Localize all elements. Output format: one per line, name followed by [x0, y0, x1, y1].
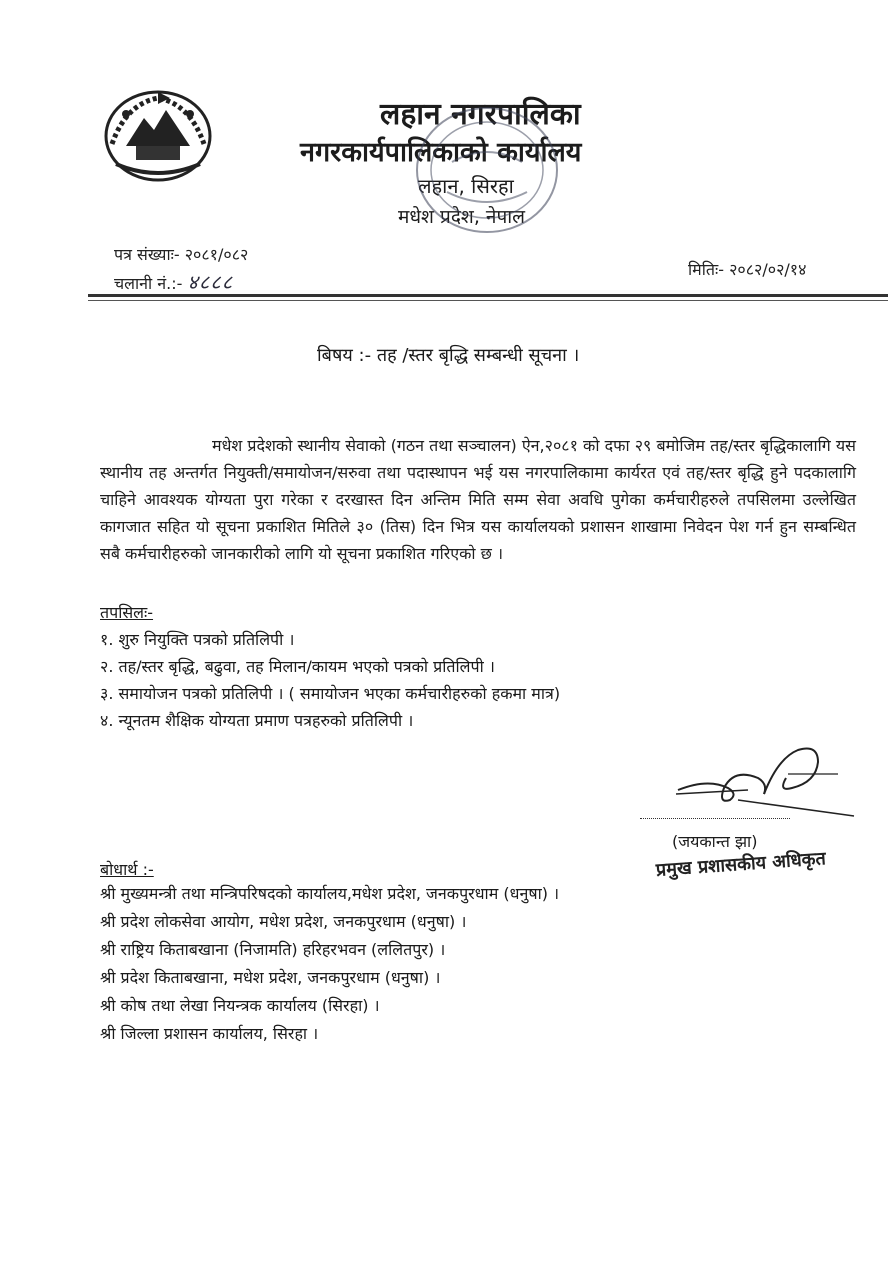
office-stamp-icon: [392, 92, 582, 252]
office-name: लहान नगरपालिका: [380, 97, 581, 132]
dispatch-number-label: चलानी नं.:-: [114, 274, 183, 293]
cc-item: श्री प्रदेश लोकसेवा आयोग, मधेश प्रदेश, जनकपुरधाम (धनुषा) ।: [100, 912, 467, 931]
signatory-title: प्रमुख प्रशासकीय अधिकृत: [655, 848, 827, 881]
annex-item: ४. न्यूनतम शैक्षिक योग्यता प्रमाण पत्रहरुको प्रतिलिपी ।: [100, 711, 414, 730]
letter-number-value: २०८१/०८२: [184, 245, 249, 264]
dispatch-number-value: ४८८८: [187, 270, 234, 294]
letter-number-label: पत्र संख्याः-: [114, 245, 180, 264]
annex-item: ३. समायोजन पत्रको प्रतिलिपी । ( समायोजन भएका कर्मचारीहरुको हकमा मात्र): [100, 684, 561, 703]
annex-list: [100, 626, 560, 734]
letter-date: [688, 258, 806, 280]
header-divider: [88, 294, 888, 297]
notice-paragraph: [100, 432, 856, 567]
subject-line: [317, 343, 579, 367]
nepal-emblem-icon: [96, 84, 220, 184]
annex-item: १. शुरु नियुक्ति पत्रको प्रतिलिपी ।: [100, 630, 295, 649]
cc-title: बोधार्थ :-: [100, 860, 154, 879]
annex-title: तपसिलः-: [100, 603, 154, 622]
cc-item: श्री कोष तथा लेखा नियन्त्रक कार्यालय (सिरहा) ।: [100, 996, 380, 1015]
office-location: लहान, सिरहा: [418, 174, 514, 198]
signature-line: [640, 818, 790, 819]
cc-item: श्री जिल्ला प्रशासन कार्यालय, सिरहा ।: [100, 1024, 319, 1043]
header-divider-thin: [88, 300, 888, 301]
notice-paragraph-text: मधेश प्रदेशको स्थानीय सेवाको (गठन तथा सञ्चालन) ऐन,२०८१ को दफा २९ बमोजिम तह/स्तर बृद्धिकालागि यस स्थानीय तह अन्तर्गत नियुक्ती/समायोजन/सरुवा तथा पदास्थापन भई यस नगरपालिकामा कार्यरत एवं तह/स्तर बृद्धि हुने पदकालागि चाहिने आवश्यक योग्यता पुरा गरेका र दरखास्त दिन अन्तिम मिति सम्म सेवा अवधि पुगेका कर्मचारीहरुले तपसिलमा उल्लेखित कागजात सहित यो सूचना प्रकाशित मितिले ३० (तिस) दिन भित्र यस कार्यालयको प्रशासन शाखामा निवेदन पेश गर्न हुन सम्बन्धित सबै कर्मचारीहरुको जानकारीको लागि यो सूचना प्रकाशित गरिएको छ ।: [100, 436, 856, 563]
annex-item: २. तह/स्तर बृद्धि, बढुवा, तह मिलान/कायम भएको पत्रको प्रतिलिपी ।: [100, 657, 495, 676]
office-subtitle: नगरकार्यपालिकाको कार्यालय: [300, 137, 582, 168]
subject-label: बिषय :-: [317, 345, 372, 366]
date-value: २०८२/०२/१४: [729, 260, 807, 279]
signatory-name: (जयकान्त झा): [672, 832, 758, 851]
cc-item: श्री राष्ट्रिय किताबखाना (निजामति) हरिहरभवन (ललितपुर) ।: [100, 940, 446, 959]
signature-icon: [668, 738, 858, 820]
office-province: मधेश प्रदेश, नेपाल: [398, 206, 526, 228]
dispatch-number: [114, 268, 233, 295]
cc-item: श्री प्रदेश किताबखाना, मधेश प्रदेश, जनकपुरधाम (धनुषा) ।: [100, 968, 441, 987]
date-label: मितिः-: [688, 260, 724, 279]
cc-item: श्री मुख्यमन्त्री तथा मन्त्रिपरिषदको कार्यालय,मधेश प्रदेश, जनकपुरधाम (धनुषा) ।: [100, 884, 560, 903]
subject-text: तह /स्तर बृद्धि सम्बन्धी सूचना ।: [376, 345, 580, 366]
letter-number: [114, 243, 248, 265]
cc-list: [100, 880, 559, 1048]
